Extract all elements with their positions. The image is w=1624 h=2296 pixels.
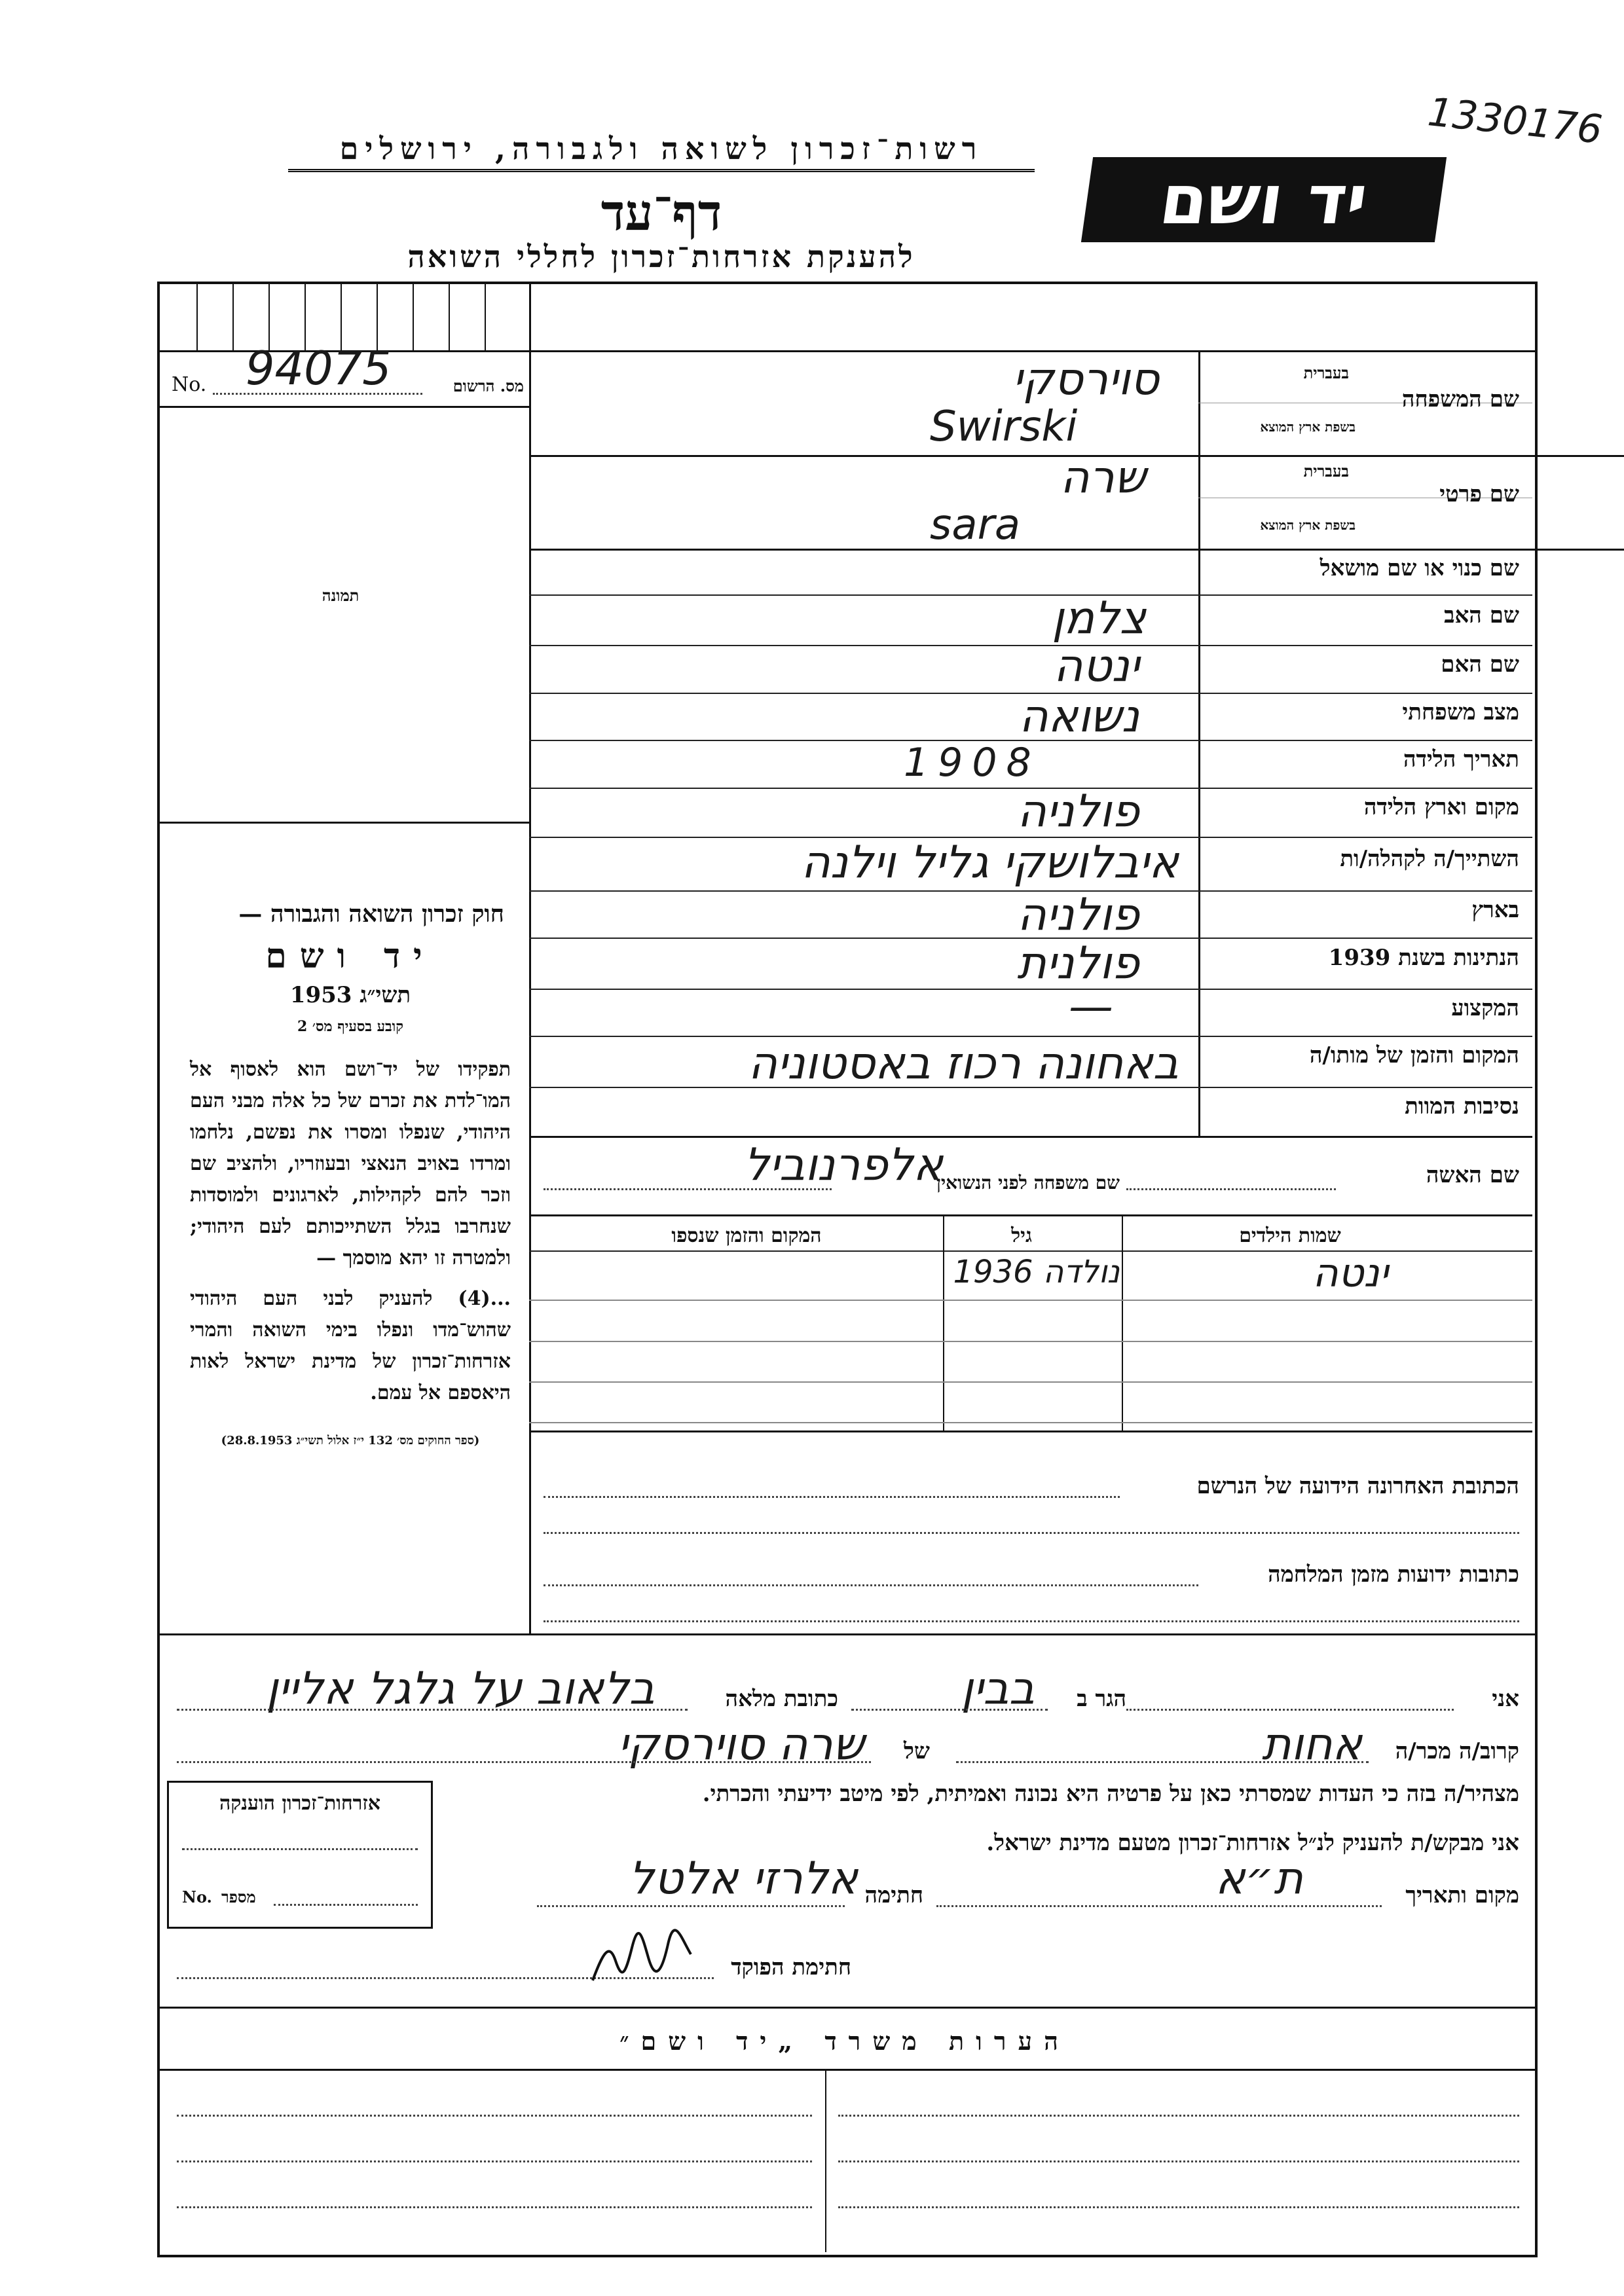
children-names-header: שמות הילדים (1239, 1224, 1341, 1247)
nickname-label: שם כנוי או שם מושאל (1320, 555, 1519, 581)
corner-number: 1330176 (1426, 89, 1605, 153)
marital-status-label: מצב משפחתי (1402, 699, 1519, 725)
wife-label: שם האשה (1426, 1162, 1519, 1188)
first-name-native-value: sara (930, 501, 1021, 549)
stamp-box-no: No. (182, 1887, 212, 1906)
family-name-native-sub: בשפת ארץ המוצא (1260, 419, 1356, 435)
relation-value: אחות (1261, 1719, 1362, 1770)
of-name-value: שרה סוירסקי (618, 1719, 864, 1770)
place-date-label: מקום ותאריך (1405, 1882, 1519, 1908)
children-age-header: גיל (1011, 1224, 1032, 1247)
birth-date-label: תאריך הלידה (1403, 746, 1519, 773)
full-address-value: בלאוב על גלגל אליין (266, 1663, 655, 1715)
officer-signature-scribble-icon (589, 1928, 694, 1987)
first-name-hebrew-sub: בעברית (1303, 462, 1349, 481)
law-name: יד ושם (265, 936, 435, 976)
father-name-value: צלמן (1052, 592, 1146, 644)
birth-place-value: פולניה (1017, 786, 1139, 837)
digit-boxes (157, 282, 530, 350)
photo-label: תמונה (322, 586, 360, 605)
family-name-hebrew-value: סוירסקי (1012, 354, 1159, 405)
profession-value: — (1069, 981, 1113, 1032)
nationality-1939-label: הנתינות בשנת 1939 (1328, 945, 1519, 971)
law-clause: קובע בסעיף מס׳ 2 (297, 1018, 404, 1035)
first-name-hebrew-value: שרה (1060, 452, 1146, 503)
authority-title: רשות־זכרון לשואה ולגבורה, ירושלים (288, 131, 1035, 172)
death-circumstances-label: נסיבות המוות (1405, 1093, 1519, 1120)
stamp-box (167, 1781, 433, 1929)
resides-value: בבין (961, 1663, 1035, 1715)
family-name-hebrew-sub: בעברית (1303, 363, 1349, 382)
officer-signature (589, 1928, 694, 1987)
declaration-text: מצהיר/ה בזה כי העדות שמסרתי כאן על פרטיה היא נכונה ואמיתית, לפי מיטב ידיעתי והכרתי. (702, 1781, 1519, 1807)
mother-name-value: ינטה (1054, 640, 1139, 692)
stamp-box-number: מספר (221, 1887, 256, 1906)
mother-name-label: שם האם (1441, 651, 1519, 678)
signature-label: חתימה (864, 1882, 923, 1908)
law-title: חוק זכרון השואה והגבורה — (238, 900, 504, 928)
nationality-1939-value: פולנית (1017, 938, 1139, 989)
family-name-native-value: Swirski (930, 403, 1078, 451)
registration-no-label: No. (172, 373, 207, 396)
country-value: פולניה (1017, 889, 1139, 941)
birth-date-value: 1908 (904, 740, 1041, 786)
profession-label: המקצוע (1451, 995, 1519, 1021)
first-name-label: שם פרטי (1439, 481, 1519, 507)
child-name-value: ינטה (1312, 1250, 1388, 1296)
law-text-2: ...(4) להעניק לבני העם היהודי שהוש־מדו ונפלו בימי השואה והמרי אזרחות־זכרון של מדינת ישראל לאות היאספם אל עמם. (190, 1287, 511, 1404)
officer-signature-label: חתימת הפוקד (731, 1954, 851, 1980)
law-text-1: תפקידו של יד־ושם הוא לאסוף אל המו־לדת את זכרם של כל אלה מבני העם היהודי, שנפלו ומסרו את נפשם, נלחמו ומרדו באויב הנאצי ובעוזריו, ולהציב שם וזכר להם לקהילות, לארגונים ולמוסדות שנחרבו בגלל השתייכותם לעם היהודי; ולמטרה זו יהא מוסמך — (190, 1058, 511, 1269)
father-name-label: שם האב (1444, 602, 1519, 629)
of-label: של (904, 1738, 930, 1764)
child-age-value: נולדה 1936 (953, 1254, 1120, 1290)
logo-text: יד ושם (1154, 160, 1373, 240)
community-value: איבלושקי גליל וילנה (801, 837, 1179, 888)
full-address-label: כתובת מלאה (725, 1686, 838, 1712)
registration-label: מס. הרשום (452, 376, 524, 395)
law-year: תשי״ג 1953 (289, 982, 411, 1008)
wife-maiden-label: שם משפחה לפני הנשואין (936, 1172, 1120, 1194)
last-address-label: הכתובת האחרונה הידועה של הנרשם (1196, 1473, 1519, 1499)
death-place-value: באחונה רכוז באסטוניה (748, 1038, 1179, 1089)
wartime-address-label: כתובות ידועות מזמן המלחמה (1268, 1561, 1519, 1588)
first-name-native-sub: בשפת ארץ המוצא (1260, 517, 1356, 533)
yad-vashem-logo (1081, 157, 1447, 242)
death-place-label: המקום והזמן של מותו/ה (1309, 1042, 1519, 1068)
relative-label: קרוב/ה מכר/ה (1395, 1738, 1519, 1764)
marital-status-value: נשואה (1019, 691, 1139, 742)
form-subtitle: להענקת אזרחות־זכרון לחללי השואה (407, 239, 915, 274)
children-place-header: המקום והזמן שנספו (671, 1224, 822, 1247)
community-label: השתייך/ה לקהלה/ות (1340, 846, 1519, 872)
place-date-value: ת״א (1215, 1853, 1303, 1904)
signature-value: אלרזי אלטל (629, 1853, 858, 1904)
office-notes-title: הערות משרד „יד ושם״ (619, 2026, 1070, 2056)
wife-maiden-value: אלפרנוביל (744, 1139, 943, 1191)
birth-place-label: מקום וארץ הלידה (1363, 794, 1519, 820)
law-source: (ספר החוקים מס׳ 132 י״ז אלול תשי״ג 28.8.1953) (221, 1434, 480, 1448)
registration-number: 94075 (246, 342, 392, 395)
stamp-box-title: אזרחות־זכרון הוענקה (219, 1792, 381, 1815)
family-name-label: שם המשפחה (1401, 386, 1519, 412)
declarant-i-label: אני (1492, 1686, 1519, 1712)
request-text: אני מבקש/ת להעניק לנ״ל אזרחות־זכרון מטעם מדינת ישראל. (986, 1830, 1519, 1856)
form-title: דף־עד (600, 183, 722, 242)
resides-label: הגר ב (1077, 1686, 1126, 1712)
country-label: בארץ (1471, 897, 1519, 923)
